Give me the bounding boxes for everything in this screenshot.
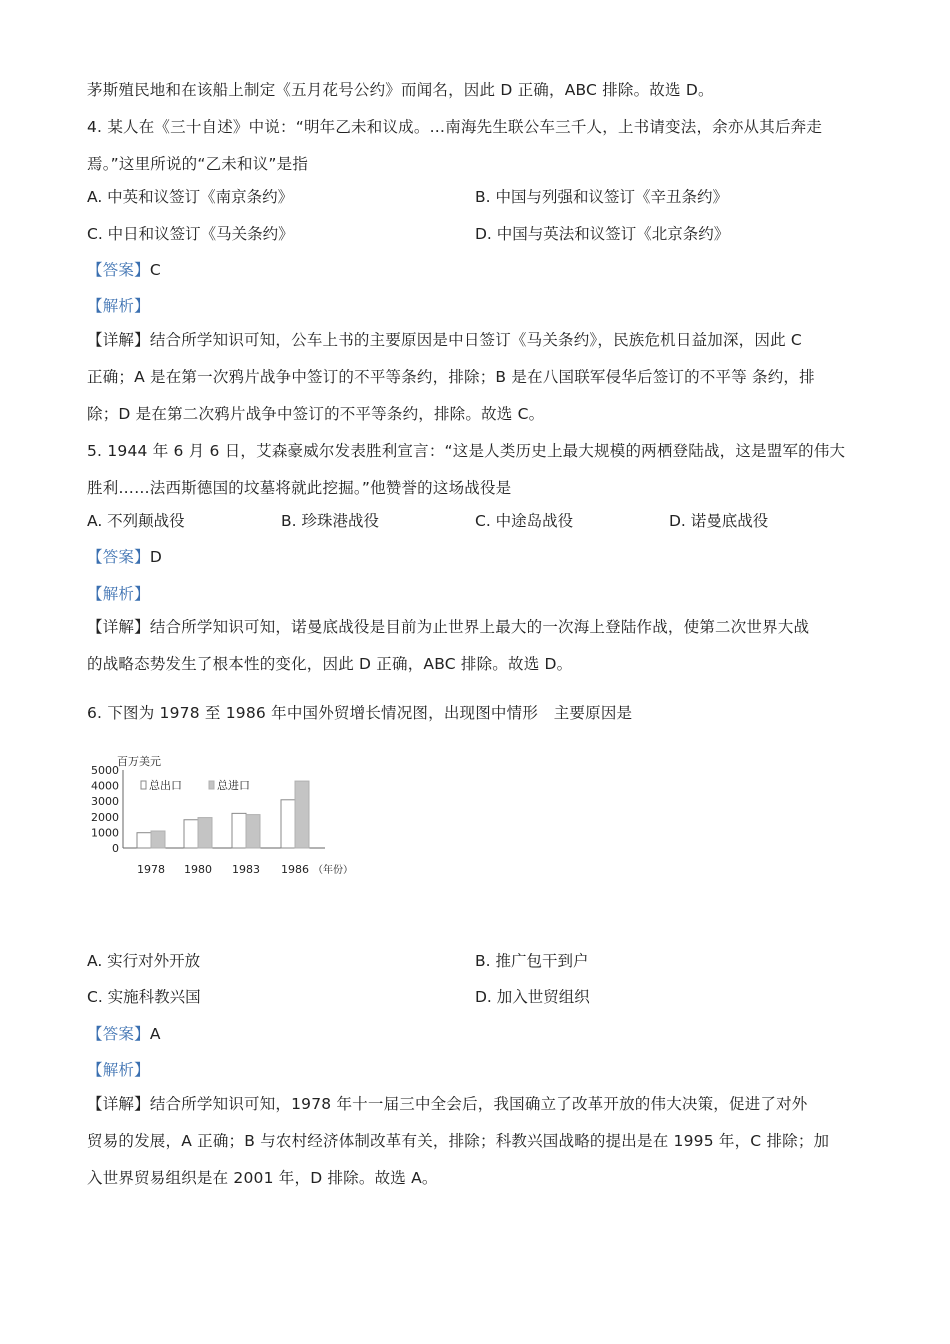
answer-label: 【答案】 (87, 548, 150, 566)
q4-stem-line2: 焉。”这里所说的“乙未和议”是指 (87, 155, 309, 173)
bar-import-1980 (198, 818, 212, 848)
detail-label: 【详解】 (87, 1095, 150, 1113)
detail-label: 【详解】 (87, 618, 150, 636)
trade-bar-chart (87, 752, 367, 882)
q5-option-a: A. 不列颠战役 (87, 512, 185, 530)
bar-import-1986 (295, 781, 309, 848)
q5-option-d: D. 诺曼底战役 (669, 512, 769, 530)
y-axis-label: 百万美元 (117, 755, 161, 768)
legend-label: 总进口 (217, 779, 250, 792)
q5-option-c: C. 中途岛战役 (475, 512, 574, 530)
bar-import-1978 (151, 831, 165, 848)
q4-option-a: A. 中英和议签订《南京条约》 (87, 188, 294, 206)
q5-option-b: B. 珍珠港战役 (281, 512, 379, 530)
q4-analysis-label: 【解析】 (87, 297, 150, 315)
y-tick-label: 1000 (91, 826, 119, 840)
q6-option-d: D. 加入世贸组织 (475, 988, 590, 1006)
y-tick-label: 4000 (91, 779, 119, 793)
q5-stem-line1: 5. 1944 年 6 月 6 日，艾森豪威尔发表胜利宣言：“这是人类历史上最大规模的两栖登陆战，这是盟军的伟大 (87, 442, 846, 460)
detail-label: 【详解】 (87, 331, 150, 349)
q5-answer (87, 547, 162, 567)
legend-label: 总出口 (149, 779, 182, 792)
answer-value: C (149, 261, 161, 279)
q4-answer (87, 260, 161, 280)
x-tick-label: 1986 (281, 863, 309, 876)
bar-export-1986 (281, 800, 295, 848)
q6-analysis-label: 【解析】 (87, 1061, 150, 1079)
detail-text: 结合所学知识可知，1978 年十一届三中全会后，我国确立了改革开放的伟大决策，促进了对外 (149, 1095, 808, 1113)
bar-import-1983 (246, 815, 260, 848)
q5-detail-line1 (87, 617, 809, 637)
answer-label: 【答案】 (87, 1025, 150, 1043)
detail-text: 结合所学知识可知，诺曼底战役是目前为止世界上最大的一次海上登陆作战，使第二次世界大战 (149, 618, 810, 636)
answer-label: 【答案】 (87, 261, 150, 279)
q6-option-a: A. 实行对外开放 (87, 952, 201, 970)
q6-detail-line2: 贸易的发展，A 正确；B 与农村经济体制改革有关，排除；科教兴国战略的提出是在 1995 年，C 排除；加 (87, 1132, 830, 1150)
q4-detail-line2: 正确；A 是在第一次鸦片战争中签订的不平等条约，排除；B 是在八国联军侵华后签订的不平等 条约，排 (87, 368, 815, 386)
q6-detail-line3: 入世界贸易组织是在 2001 年，D 排除。故选 A。 (87, 1169, 438, 1187)
bar-export-1980 (184, 820, 198, 848)
q6-answer (87, 1024, 161, 1044)
y-tick-label: 3000 (91, 795, 119, 809)
q4-detail-line1 (87, 330, 802, 350)
bar-export-1983 (232, 813, 246, 848)
x-tick-label: 1980 (184, 863, 212, 876)
y-tick-label: 2000 (91, 810, 119, 824)
q4-option-d: D. 中国与英法和议签订《北京条约》 (475, 225, 730, 243)
y-tick-label: 5000 (91, 764, 119, 777)
q6-option-b: B. 推广包干到户 (475, 952, 589, 970)
legend-swatch (141, 781, 146, 789)
q6-option-c: C. 实施科教兴国 (87, 988, 201, 1006)
q5-stem-line2: 胜利……法西斯德国的坟墓将就此挖掘。”他赞誉的这场战役是 (87, 479, 512, 497)
y-tick-label: 0 (112, 842, 119, 855)
q5-analysis-label: 【解析】 (87, 585, 150, 603)
bar-export-1978 (137, 833, 151, 848)
q4-option-c: C. 中日和议签订《马关条约》 (87, 225, 294, 243)
x-axis-label: （年份） (313, 865, 353, 876)
q6-stem-line1: 6. 下图为 1978 至 1986 年中国外贸增长情况图，出现图中情形 主要原因是 (87, 704, 633, 722)
q4-option-b: B. 中国与列强和议签订《辛丑条约》 (475, 188, 728, 206)
x-tick-label: 1983 (232, 863, 260, 876)
x-tick-label: 1978 (137, 863, 165, 876)
legend-swatch (209, 781, 214, 789)
prev-answer-tail: 茅斯殖民地和在该船上制定《五月花号公约》而闻名，因此 D 正确，ABC 排除。故选 D。 (87, 81, 714, 99)
answer-value: A (149, 1025, 161, 1043)
detail-text: 结合所学知识可知，公车上书的主要原因是中日签订《马关条约》，民族危机日益加深，因此 C (149, 331, 802, 349)
q6-detail-line1 (87, 1094, 808, 1114)
q5-detail-line2: 的战略态势发生了根本性的变化，因此 D 正确，ABC 排除。故选 D。 (87, 655, 573, 673)
answer-value: D (149, 548, 162, 566)
q4-detail-line3: 除；D 是在第二次鸦片战争中签订的不平等条约，排除。故选 C。 (87, 405, 545, 423)
q4-stem-line1: 4. 某人在《三十自述》中说：“明年乙未和议成。…南海先生联公车三千人，上书请变法，余亦从其后奔走 (87, 118, 823, 136)
